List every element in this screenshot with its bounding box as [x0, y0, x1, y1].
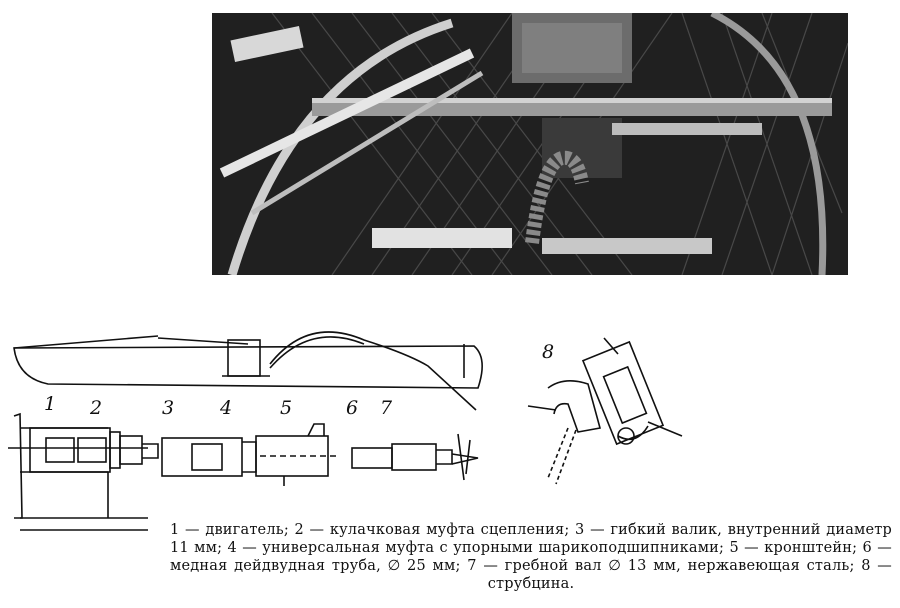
- label-8: 8: [542, 341, 555, 363]
- label-7: 7: [380, 397, 393, 419]
- label-5: 5: [280, 397, 293, 419]
- label-1: 1: [44, 393, 57, 415]
- caption-text: 1 — двигатель; 2 — кулачковая муфта сцепления; 3 — гибкий валик, внутренний диаметр 11 мм; 4 — универсальная муфта с упорными шарикоподшипниками; 5 — кронштейн; 6 — медная дейдвудная труба, ∅ 25 мм; 7 — гребной вал ∅ 13 мм, нержавеющая сталь; 8 — струбцина.: [170, 522, 892, 592]
- label-2: 2: [90, 397, 103, 419]
- label-6: 6: [346, 397, 359, 419]
- label-3: 3: [162, 397, 175, 419]
- boat-engine-photo: [212, 13, 848, 275]
- technical-drawing: [8, 318, 892, 533]
- figure-caption: [170, 521, 892, 593]
- label-4: 4: [220, 397, 233, 419]
